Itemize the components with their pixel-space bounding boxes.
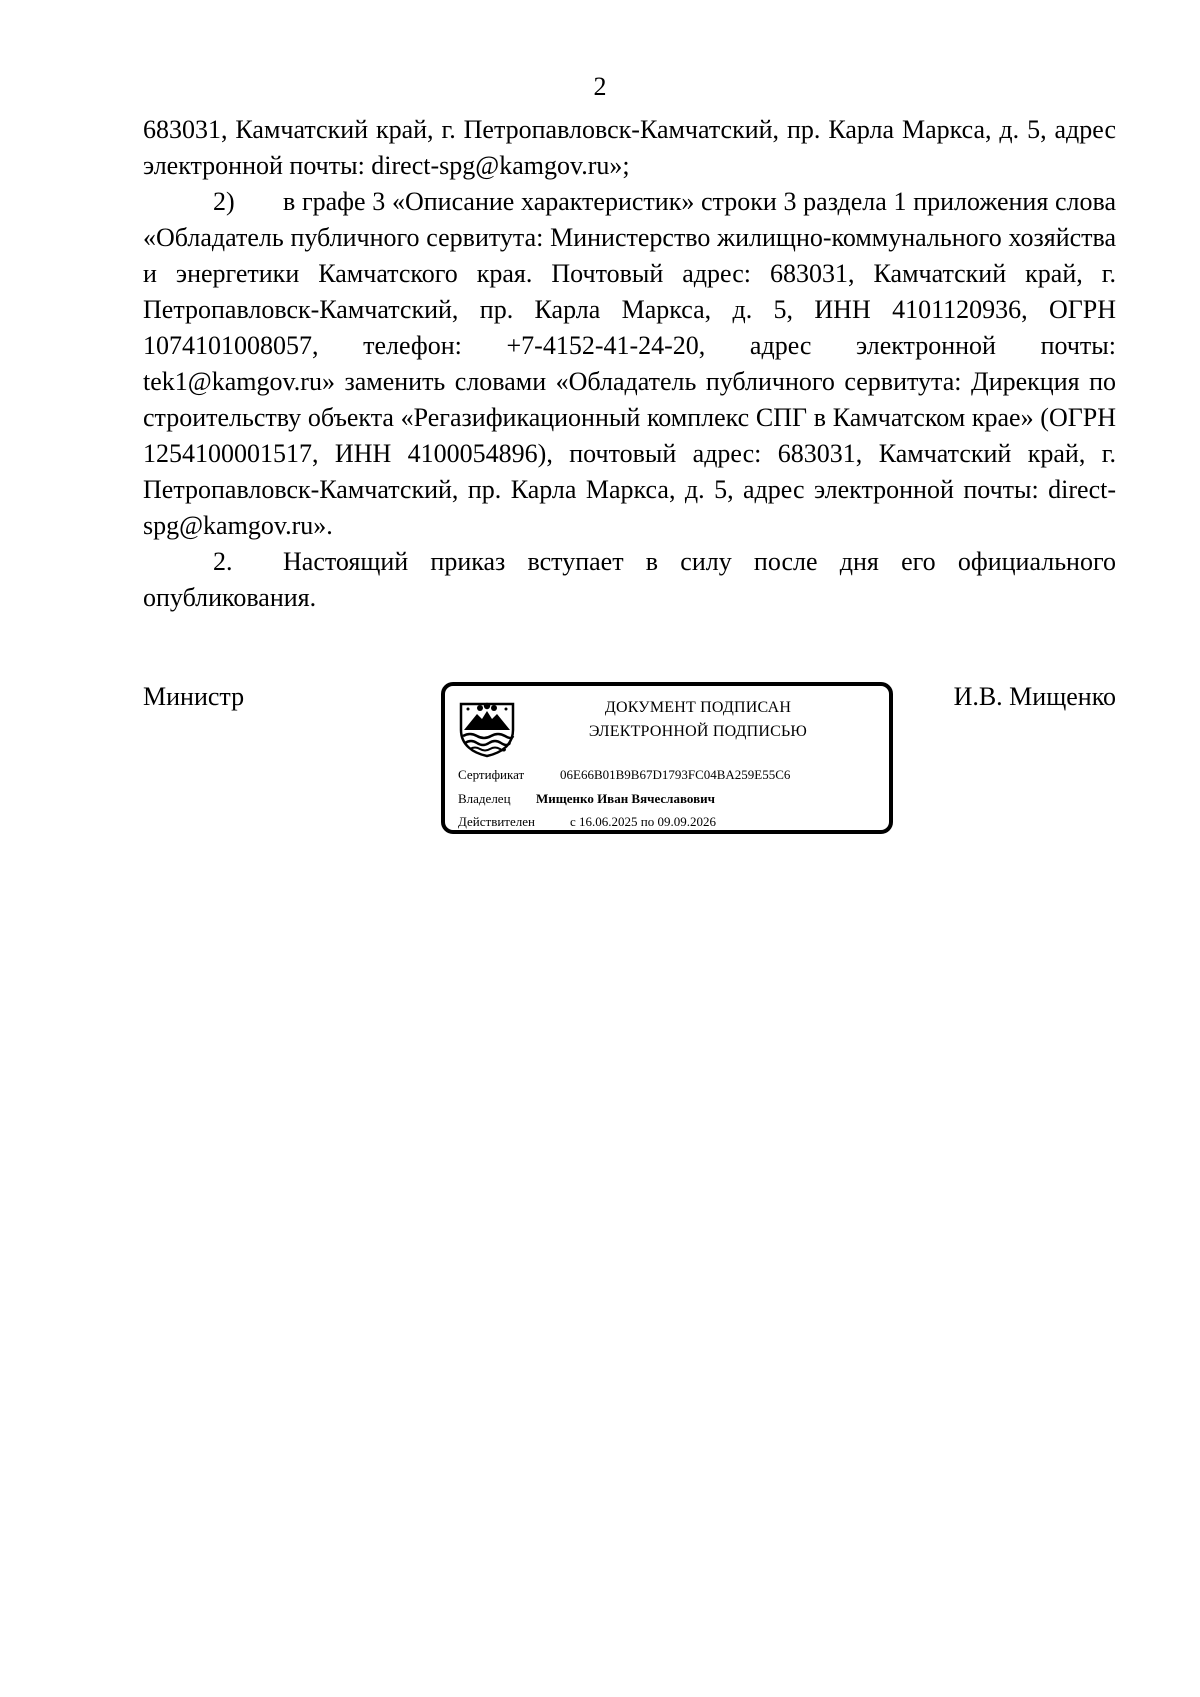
paragraph-item-2 — [143, 184, 1116, 544]
paragraph-clause-2 — [143, 544, 1116, 616]
signer-name: И.В. Мищенко — [953, 682, 1116, 711]
page-number: 2 — [593, 72, 607, 101]
stamp-header-line-2: ЭЛЕКТРОННОЙ ПОДПИСЬЮ — [588, 723, 808, 740]
owner-label: Владелец — [458, 791, 511, 806]
stamp-header — [523, 696, 873, 744]
electronic-signature-stamp — [441, 682, 893, 834]
clause-number: 2. — [213, 547, 233, 576]
item-number: 2) — [213, 187, 235, 216]
signer-title: Министр — [143, 682, 245, 711]
owner-value: Мищенко Иван Вячеславович — [536, 791, 715, 806]
stamp-header-line-1: ДОКУМЕНТ ПОДПИСАН — [604, 699, 792, 716]
stamp-validity-row — [458, 813, 716, 831]
document-body — [143, 112, 1116, 616]
paragraph-address-continuation: 683031, Камчатский край, г. Петропавловск-Камчатский, пр. Карла Маркса, д. 5, адрес электронной почты: direct-spg@kamgov.ru»; — [143, 115, 1116, 180]
stamp-certificate-row — [458, 766, 790, 784]
coat-of-arms-icon — [458, 700, 516, 758]
clause-text: Настоящий приказ вступает в силу после дня его официального опубликования. — [143, 547, 1116, 612]
signature-block — [143, 682, 1116, 852]
stamp-owner-row — [458, 790, 715, 808]
validity-label: Действителен — [458, 814, 535, 829]
item-text: в графе 3 «Описание характеристик» строки 3 раздела 1 приложения слова «Обладатель публичного сервитута: Министерство жилищно-коммунального хозяйства и энергетики Камчатского края. Почтовый адрес: 683031, Камчатский край, г. Петропавловск-Камчатский, пр. Карла Маркса, д. 5, ИНН 4101120936, ОГРН 1074101008057, телефон: +7-4152-41-24-20, адрес электронной почты: tek1@kamgov.ru» заменить словами «Обладатель публичного сервитута: Дирекция по строительству объекта «Регазификационный комплекс СПГ в Камчатском крае» (ОГРН 1254100001517, ИНН 4100054896), почтовый адрес: 683031, Камчатский край, г. Петропавловск-Камчатский, пр. Карла Маркса, д. 5, адрес электронной почты: direct-spg@kamgov.ru». — [143, 187, 1116, 540]
certificate-label: Сертификат — [458, 767, 525, 782]
certificate-value: 06E66B01B9B67D1793FC04BA259E55C6 — [560, 767, 791, 782]
validity-value: с 16.06.2025 по 09.09.2026 — [570, 814, 716, 829]
